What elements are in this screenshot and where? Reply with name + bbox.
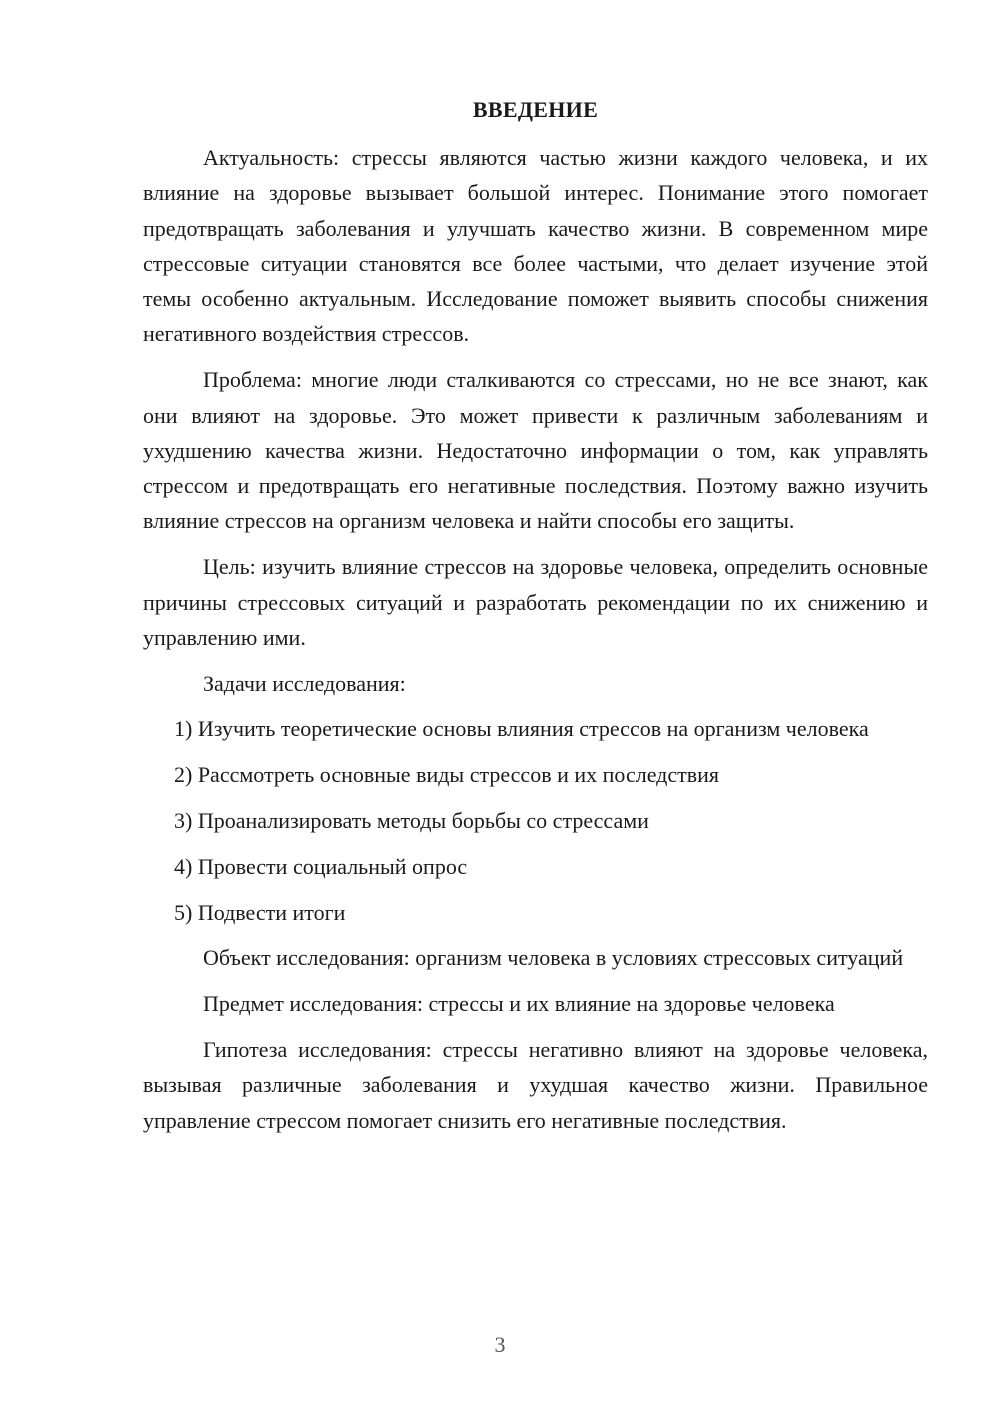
task-item-4: 4) Провести социальный опрос (174, 853, 468, 879)
section-title: ВВЕДЕНИЕ (472, 97, 599, 122)
paragraph-goal: Цель: изучить влияние стрессов на здоровье человека, определить основные причины стрессовых ситуаций и разработать рекомендации по их снижению и управлению ими. (143, 554, 928, 650)
task-item-2: 2) Рассмотреть основные виды стрессов и их последствия (174, 762, 720, 788)
paragraph-problem: Проблема: многие люди сталкиваются со стрессами, но не все знают, как они влияют на здоровье. Это может привести к различным заболеваниям и ухудшению качества жизни. Недостаточно информации о том, как управлять стрессом и предотвращать его негативные последствия. Поэтому важно изучить влияние стрессов на организм человека и найти способы его защиты. (143, 367, 928, 534)
task-item-1: 1) Изучить теоретические основы влияния стрессов на организм человека (174, 716, 869, 742)
paragraph-relevance: Актуальность: стрессы являются частью жизни каждого человека, и их влияние на здоровье вызывает большой интерес. Понимание этого помогает предотвращать заболевания и улучшать качество жизни. В современном мире стрессовые ситуации становятся все более частыми, что делает изучение этой темы особенно актуальным. Исследование поможет выявить способы снижения негативного воздействия стрессов. (143, 145, 928, 347)
document-page (143, 94, 928, 1138)
paragraph-subject: Предмет исследования: стрессы и их влияние на здоровье человека (203, 991, 835, 1017)
task-item-3: 3) Проанализировать методы борьбы со стрессами (174, 808, 649, 834)
paragraph-object: Объект исследования: организм человека в условиях стрессовых ситуаций (203, 945, 904, 971)
page-number: 3 (494, 1332, 506, 1357)
paragraph-hypothesis: Гипотеза исследования: стрессы негативно влияют на здоровье человека, вызывая различные заболевания и ухудшая качество жизни. Правильное управление стрессом помогает снизить его негативные последствия. (143, 1037, 928, 1133)
tasks-heading: Задачи исследования: (203, 670, 406, 696)
task-item-5: 5) Подвести итоги (174, 899, 346, 925)
